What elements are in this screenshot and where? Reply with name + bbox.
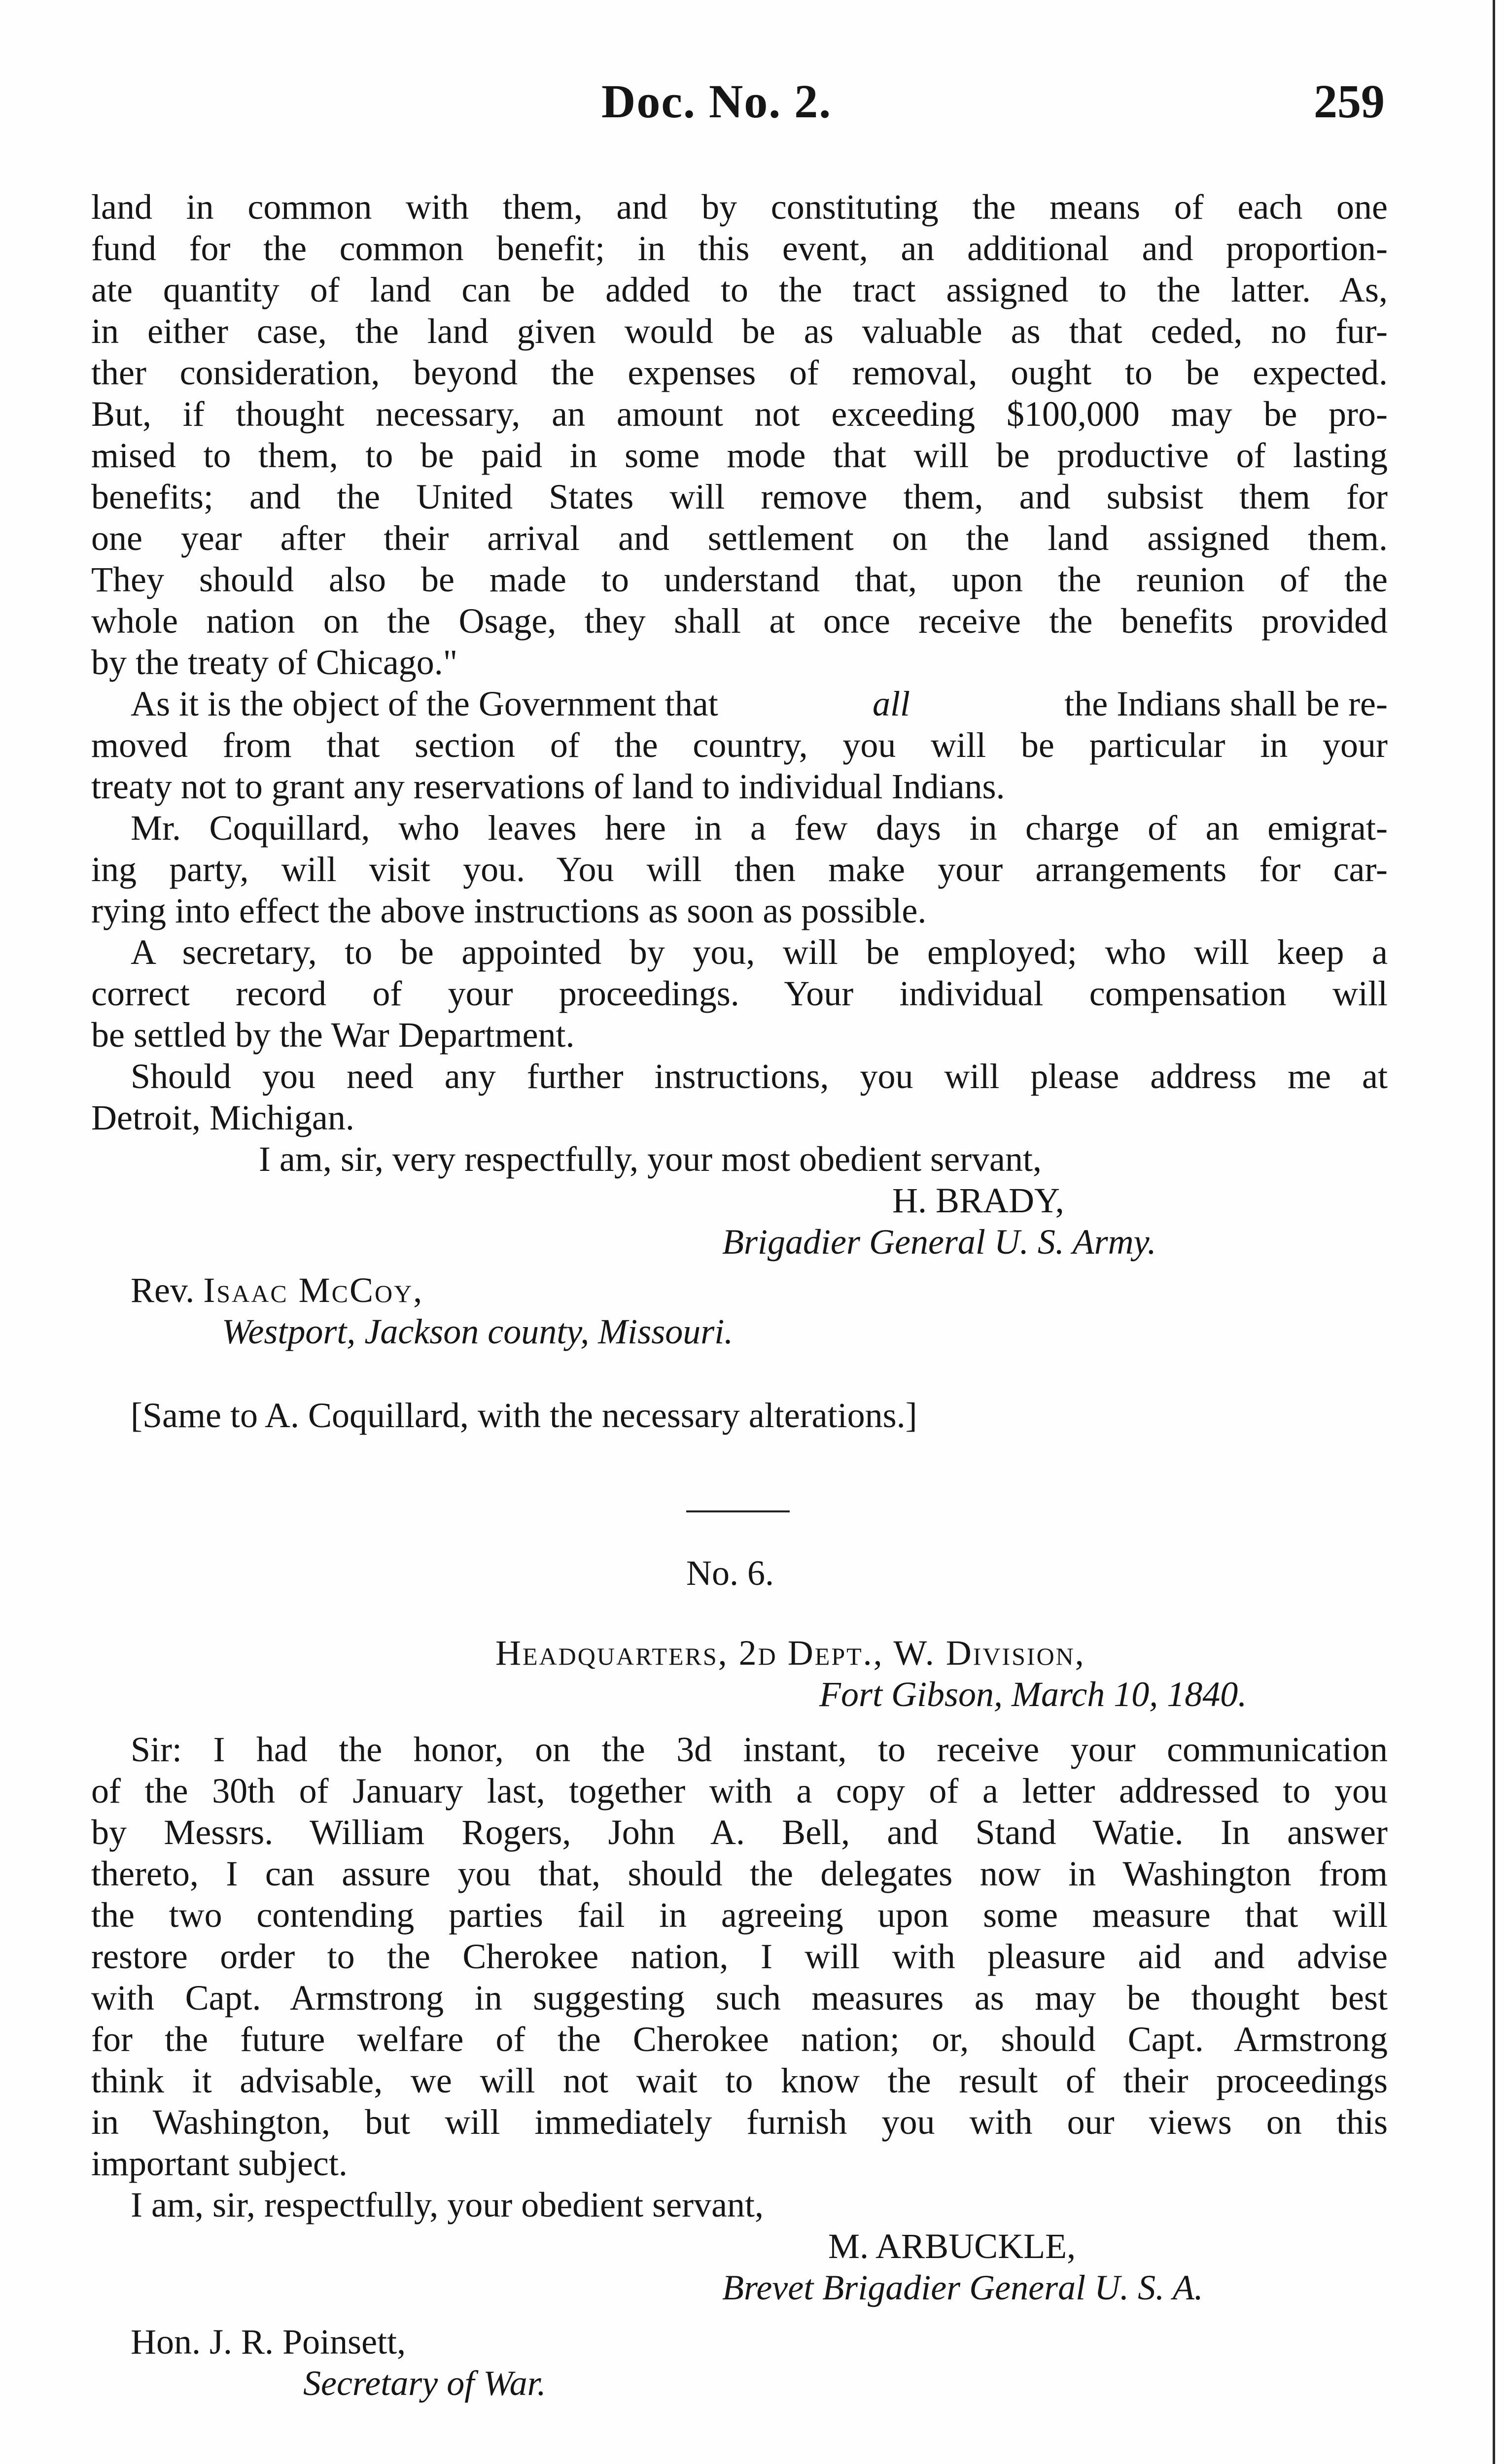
text-line: restore order to the Cherokee nation, I will with pleasure aid and advise (91, 1937, 1388, 1976)
page-number: 259 (1314, 75, 1385, 128)
text-line: benefits; and the United States will remove them, and subsist them for (91, 477, 1388, 516)
text-line: in Washington, but will immediately furnish you with our views on this (91, 2102, 1388, 2142)
document-number: No. 6. (686, 1553, 774, 1593)
text-line: of the 30th of January last, together with a copy of a letter addressed to you (91, 1771, 1388, 1811)
text-line: ing party, will visit you. You will then make your arrangements for car- (91, 850, 1388, 889)
text-line: ther consideration, beyond the expenses of removal, ought to be expected. (91, 353, 1388, 392)
letter2-recipient-title: Secretary of War. (303, 2363, 546, 2403)
text-fragment: the Indians shall be re- (1064, 684, 1388, 723)
text-line: whole nation on the Osage, they shall at once receive the benefits provided (91, 601, 1388, 641)
letter1-closing: I am, sir, very respectfully, your most obedient servant, (259, 1139, 1042, 1179)
text-line: important subject. (91, 2144, 348, 2183)
text-line: ate quantity of land can be added to the tract assigned to the latter. As, (91, 270, 1388, 309)
text-fragment: As it is the object of the Government that (131, 684, 718, 723)
text-line: fund for the common benefit; in this event, an additional and proportion- (91, 229, 1388, 268)
page-edge-rule (1493, 0, 1495, 2464)
text-line: in either case, the land given would be as valuable as that ceded, no fur- (91, 311, 1388, 351)
emphasis-all: all (872, 684, 910, 723)
text-line: be settled by the War Department. (91, 1015, 575, 1055)
letter1-signature-name: H. BRADY, (892, 1181, 1064, 1220)
text-line: correct record of your proceedings. Your individual compensation will (91, 974, 1388, 1013)
text-line: one year after their arrival and settlement on the land assigned them. (91, 518, 1388, 558)
text-line: think it advisable, we will not wait to know the result of their proceedings (91, 2061, 1388, 2100)
letter2-closing: I am, sir, respectfully, your obedient servant, (131, 2185, 764, 2224)
running-header-title: Doc. No. 2. (601, 75, 832, 128)
letter1-note: [Same to A. Coquillard, with the necessary alterations.] (131, 1396, 917, 1435)
text-line: They should also be made to understand that, upon the reunion of the (91, 560, 1388, 599)
text-line: with Capt. Armstrong in suggesting such measures as may be thought best (91, 1978, 1388, 2018)
recipient-name: Isaac McCoy, (203, 1270, 424, 1310)
text-line: for the future welfare of the Cherokee nation; or, should Capt. Armstrong (91, 2019, 1388, 2059)
text-line: rying into effect the above instructions as soon as possible. (91, 891, 927, 930)
text-line: mised to them, to be paid in some mode that will be productive of lasting (91, 436, 1388, 475)
text-line: moved from that section of the country, you will be particular in your (91, 725, 1388, 765)
letter1-signature-title: Brigadier General U. S. Army. (722, 1222, 1156, 1262)
recipient-prefix: Rev. (131, 1270, 195, 1310)
letter2-signature-title: Brevet Brigadier General U. S. A. (722, 2268, 1203, 2307)
section-divider (686, 1510, 790, 1512)
text-line: by the treaty of Chicago." (91, 643, 458, 682)
text-line: by Messrs. William Rogers, John A. Bell, and Stand Watie. In answer (91, 1813, 1388, 1852)
letter1-recipient (131, 1269, 423, 1311)
text-line: Sir: I had the honor, on the 3d instant, to receive your communication (131, 1730, 1388, 1769)
letter2-recipient-name: Hon. J. R. Poinsett, (131, 2322, 406, 2361)
text-line: land in common with them, and by constituting the means of each one (91, 187, 1388, 227)
text-line-with-emphasis (131, 683, 1388, 724)
text-line: Should you need any further instructions, you will please address me at (131, 1057, 1388, 1096)
letter1-recipient-place: Westport, Jackson county, Missouri. (222, 1312, 734, 1351)
headquarters-line: Headquarters, 2d Dept., W. Division, (495, 1633, 1085, 1673)
place-date-line: Fort Gibson, March 10, 1840. (819, 1675, 1247, 1714)
text-line: But, if thought necessary, an amount not exceeding $100,000 may be pro- (91, 394, 1388, 434)
text-line: the two contending parties fail in agreeing upon some measure that will (91, 1895, 1388, 1935)
text-line: thereto, I can assure you that, should the delegates now in Washington from (91, 1854, 1388, 1893)
letter2-signature-name: M. ARBUCKLE, (828, 2226, 1076, 2266)
text-line: treaty not to grant any reservations of land to individual Indians. (91, 767, 1005, 806)
text-line: Mr. Coquillard, who leaves here in a few days in charge of an emigrat- (131, 808, 1388, 848)
text-line: Detroit, Michigan. (91, 1098, 354, 1137)
text-line: A secretary, to be appointed by you, will be employed; who will keep a (131, 932, 1388, 972)
